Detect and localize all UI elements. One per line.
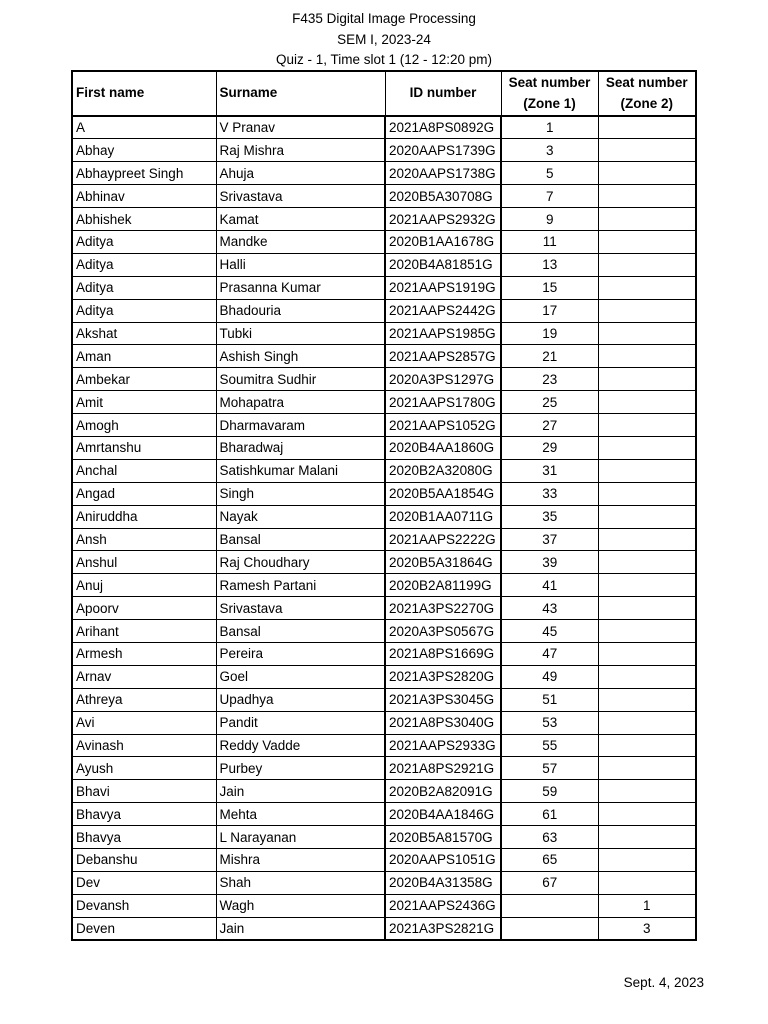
seat-zone2-cell [598,414,696,437]
table-row [72,230,696,253]
id-number-cell: 2020B4A31358G [385,871,501,894]
first-name-cell: Ambekar [72,368,216,391]
surname-cell: Mishra [216,849,385,872]
surname-cell: Ahuja [216,162,385,185]
surname-cell: Reddy Vadde [216,734,385,757]
seat-zone2-cell [598,620,696,643]
id-number-cell: 2021AAPS1985G [385,322,501,345]
table-row [72,917,696,940]
seat-zone1-cell [501,894,598,917]
table-row [72,528,696,551]
first-name-cell: Ansh [72,528,216,551]
table-row [72,734,696,757]
first-name-cell: Arnav [72,665,216,688]
table-row [72,597,696,620]
seat-zone2-cell [598,871,696,894]
first-name-cell: Abhay [72,139,216,162]
course-title: F435 Digital Image Processing [292,11,476,26]
surname-cell: Prasanna Kumar [216,276,385,299]
table-row [72,665,696,688]
seat-zone1-cell: 39 [501,551,598,574]
id-number-cell: 2020A3PS1297G [385,368,501,391]
semester-label: SEM I, 2023-24 [337,31,431,47]
first-name-cell: Arihant [72,620,216,643]
surname-cell: L Narayanan [216,826,385,849]
seat-zone1-cell: 37 [501,528,598,551]
seat-zone2-cell [598,185,696,208]
surname-cell: Mandke [216,230,385,253]
first-name-cell: Anshul [72,551,216,574]
surname-cell: Dharmavaram [216,414,385,437]
seat-zone1-cell: 43 [501,597,598,620]
seat-zone2-cell [598,849,696,872]
id-number-cell: 2021A8PS1669G [385,642,501,665]
id-number-cell: 2021A8PS3040G [385,711,501,734]
seat-zone2-cell [598,826,696,849]
id-number-cell: 2020B5A81570G [385,826,501,849]
table-row [72,505,696,528]
seat-zone2-cell [598,528,696,551]
seat-zone1-cell: 65 [501,849,598,872]
surname-cell: Satishkumar Malani [216,459,385,482]
table-row [72,894,696,917]
surname-cell: Bansal [216,528,385,551]
table-body [72,116,696,940]
id-number-cell: 2021A3PS3045G [385,688,501,711]
table-row [72,345,696,368]
header-seat-zone1-line1: Seat number [508,75,591,90]
id-number-cell: 2020B4AA1860G [385,436,501,459]
quiz-label: Quiz - 1, Time slot 1 (12 - 12:20 pm) [275,52,493,67]
seat-zone2-cell [598,276,696,299]
surname-cell: Singh [216,482,385,505]
first-name-cell: Aditya [72,276,216,299]
seat-zone1-cell: 67 [501,871,598,894]
id-number-cell: 2021A3PS2821G [385,917,501,940]
seat-zone1-cell: 3 [501,139,598,162]
table-row [72,803,696,826]
surname-cell: Raj Choudhary [216,551,385,574]
first-name-cell: Avinash [72,734,216,757]
id-number-cell: 2021AAPS2857G [385,345,501,368]
surname-cell: Ramesh Partani [216,574,385,597]
seat-zone1-cell: 49 [501,665,598,688]
surname-cell: Nayak [216,505,385,528]
header-seat-zone1-line2: (Zone 1) [523,95,576,111]
first-name-cell: Athreya [72,688,216,711]
seat-zone1-cell: 63 [501,826,598,849]
table-row [72,116,696,139]
first-name-cell: Aditya [72,299,216,322]
seat-zone2-cell [598,688,696,711]
surname-cell: Wagh [216,894,385,917]
table-row [72,276,696,299]
id-number-cell: 2020B5AA1854G [385,482,501,505]
id-number-cell: 2021AAPS2442G [385,299,501,322]
id-number-cell: 2020B5A31864G [385,551,501,574]
seat-zone2-cell [598,391,696,414]
id-number-cell: 2020AAPS1051G [385,849,501,872]
seat-zone2-cell [598,116,696,139]
seat-zone1-cell: 25 [501,391,598,414]
id-number-cell: 2020AAPS1738G [385,162,501,185]
seat-zone2-cell [598,597,696,620]
table-row [72,368,696,391]
seat-zone1-cell: 51 [501,688,598,711]
surname-cell: Shah [216,871,385,894]
first-name-cell: Abhinav [72,185,216,208]
id-number-cell: 2021AAPS2436G [385,894,501,917]
surname-cell: Tubki [216,322,385,345]
seat-zone1-cell: 9 [501,208,598,231]
seat-zone2-cell [598,505,696,528]
surname-cell: Soumitra Sudhir [216,368,385,391]
first-name-cell: Amrtanshu [72,436,216,459]
table-row [72,459,696,482]
header-seat-zone2-line2: (Zone 2) [620,95,673,111]
table-row [72,185,696,208]
id-number-cell: 2020AAPS1739G [385,139,501,162]
surname-cell: V Pranav [216,116,385,139]
id-number-cell: 2020B2A81199G [385,574,501,597]
seat-zone1-cell: 15 [501,276,598,299]
id-number-cell: 2021AAPS2222G [385,528,501,551]
header-seat-zone1 [501,71,598,116]
seat-zone2-cell [598,459,696,482]
id-number-cell: 2020B1AA1678G [385,230,501,253]
surname-cell: Bhadouria [216,299,385,322]
first-name-cell: Anchal [72,459,216,482]
first-name-cell: Aman [72,345,216,368]
seat-zone1-cell: 35 [501,505,598,528]
surname-cell: Jain [216,917,385,940]
table-row [72,322,696,345]
surname-cell: Raj Mishra [216,139,385,162]
first-name-cell: Debanshu [72,849,216,872]
table-row [72,436,696,459]
seat-zone1-cell: 11 [501,230,598,253]
id-number-cell: 2021A8PS2921G [385,757,501,780]
header-seat-zone2-line1: Seat number [605,75,688,90]
seat-zone1-cell: 33 [501,482,598,505]
table-row [72,620,696,643]
id-number-cell: 2021A8PS0892G [385,116,501,139]
seat-zone1-cell: 1 [501,116,598,139]
surname-cell: Upadhya [216,688,385,711]
header-surname: Surname [216,71,385,116]
table-row [72,139,696,162]
footer-date: Sept. 4, 2023 [623,975,704,990]
seat-zone1-cell [501,917,598,940]
surname-cell: Srivastava [216,185,385,208]
seat-zone1-cell: 17 [501,299,598,322]
id-number-cell: 2020B1AA0711G [385,505,501,528]
seat-zone1-cell: 31 [501,459,598,482]
table-row [72,849,696,872]
id-number-cell: 2020B4AA1846G [385,803,501,826]
first-name-cell: Ayush [72,757,216,780]
surname-cell: Goel [216,665,385,688]
first-name-cell: Akshat [72,322,216,345]
seat-zone1-cell: 53 [501,711,598,734]
surname-cell: Ashish Singh [216,345,385,368]
surname-cell: Pereira [216,642,385,665]
id-number-cell: 2021AAPS1052G [385,414,501,437]
surname-cell: Purbey [216,757,385,780]
seat-zone1-cell: 19 [501,322,598,345]
seat-zone2-cell [598,368,696,391]
seat-zone1-cell: 21 [501,345,598,368]
seat-zone2-cell [598,208,696,231]
first-name-cell: A [72,116,216,139]
seat-zone2-cell [598,253,696,276]
seat-zone2-cell [598,757,696,780]
id-number-cell: 2021A3PS2270G [385,597,501,620]
first-name-cell: Abhaypreet Singh [72,162,216,185]
id-number-cell: 2021AAPS1919G [385,276,501,299]
id-number-cell: 2020B5A30708G [385,185,501,208]
table-row [72,711,696,734]
seat-zone1-cell: 45 [501,620,598,643]
id-number-cell: 2021AAPS2932G [385,208,501,231]
first-name-cell: Bhavya [72,803,216,826]
seat-zone1-cell: 41 [501,574,598,597]
seat-zone2-cell [598,551,696,574]
seat-zone1-cell: 57 [501,757,598,780]
first-name-cell: Amit [72,391,216,414]
id-number-cell: 2021AAPS1780G [385,391,501,414]
seat-zone2-cell [598,299,696,322]
surname-cell: Mehta [216,803,385,826]
seat-zone1-cell: 5 [501,162,598,185]
id-number-cell: 2021AAPS2933G [385,734,501,757]
first-name-cell: Bhavi [72,780,216,803]
seat-zone1-cell: 47 [501,642,598,665]
table-row [72,688,696,711]
seat-zone1-cell: 29 [501,436,598,459]
id-number-cell: 2020B4A81851G [385,253,501,276]
table-row [72,414,696,437]
surname-cell: Pandit [216,711,385,734]
surname-cell: Srivastava [216,597,385,620]
seat-zone2-cell: 3 [598,917,696,940]
header-seat-zone2 [598,71,696,116]
id-number-cell: 2020B2A82091G [385,780,501,803]
table-row [72,780,696,803]
seat-zone2-cell [598,230,696,253]
seat-zone2-cell [598,345,696,368]
seat-zone2-cell [598,734,696,757]
seat-zone2-cell [598,139,696,162]
first-name-cell: Angad [72,482,216,505]
surname-cell: Kamat [216,208,385,231]
document-header [0,9,768,71]
first-name-cell: Devansh [72,894,216,917]
first-name-cell: Amogh [72,414,216,437]
table-row [72,642,696,665]
first-name-cell: Deven [72,917,216,940]
surname-cell: Bansal [216,620,385,643]
surname-cell: Bharadwaj [216,436,385,459]
seat-zone1-cell: 55 [501,734,598,757]
surname-cell: Mohapatra [216,391,385,414]
seat-zone2-cell [598,574,696,597]
id-number-cell: 2020B2A32080G [385,459,501,482]
first-name-cell: Avi [72,711,216,734]
seat-zone1-cell: 13 [501,253,598,276]
table-row [72,871,696,894]
seat-zone1-cell: 59 [501,780,598,803]
table-row [72,162,696,185]
table-header-row [72,71,696,116]
header-id-number: ID number [385,71,501,116]
seat-zone2-cell [598,780,696,803]
table-row [72,299,696,322]
table-row [72,391,696,414]
header-first-name: First name [72,71,216,116]
seat-zone1-cell: 61 [501,803,598,826]
seat-zone2-cell [598,803,696,826]
table-row [72,551,696,574]
table-row [72,757,696,780]
first-name-cell: Aditya [72,253,216,276]
first-name-cell: Anuj [72,574,216,597]
id-number-cell: 2021A3PS2820G [385,665,501,688]
first-name-cell: Bhavya [72,826,216,849]
first-name-cell: Dev [72,871,216,894]
first-name-cell: Abhishek [72,208,216,231]
table-row [72,253,696,276]
seat-zone2-cell [598,482,696,505]
seat-zone2-cell [598,711,696,734]
seat-zone2-cell [598,642,696,665]
seating-table [71,70,697,941]
surname-cell: Jain [216,780,385,803]
seat-zone2-cell: 1 [598,894,696,917]
id-number-cell: 2020A3PS0567G [385,620,501,643]
seat-zone1-cell: 23 [501,368,598,391]
seat-zone2-cell [598,162,696,185]
seat-zone2-cell [598,322,696,345]
first-name-cell: Aniruddha [72,505,216,528]
first-name-cell: Aditya [72,230,216,253]
first-name-cell: Armesh [72,642,216,665]
seat-zone2-cell [598,665,696,688]
table-row [72,826,696,849]
table-row [72,208,696,231]
seat-zone1-cell: 27 [501,414,598,437]
table-row [72,574,696,597]
surname-cell: Halli [216,253,385,276]
seat-zone1-cell: 7 [501,185,598,208]
table-row [72,482,696,505]
seat-zone2-cell [598,436,696,459]
first-name-cell: Apoorv [72,597,216,620]
